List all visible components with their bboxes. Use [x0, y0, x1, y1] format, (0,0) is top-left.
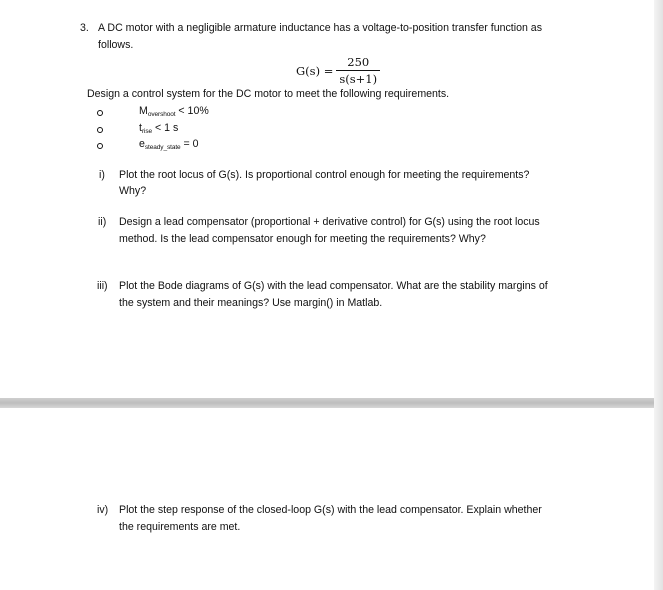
requirement-condition: < 1 s — [152, 122, 179, 134]
question-intro-line2: follows. — [98, 39, 134, 51]
part-text-line2: Why? — [119, 185, 147, 197]
question-number: 3. — [80, 22, 89, 34]
part-text-line1: Plot the step response of the closed-loop G(s) with the lead compensator. Explain whether — [119, 504, 542, 516]
part-label: iii) — [97, 280, 108, 292]
requirement-subscript: overshoot — [147, 111, 176, 118]
page-separator — [0, 398, 663, 408]
requirement-subscript: rise — [141, 128, 153, 135]
requirement-symbol: t — [139, 122, 142, 134]
requirement-subscript: steady_state — [144, 144, 181, 151]
transfer-function-denominator: s(s+1) — [339, 72, 378, 86]
document-page-2 — [0, 408, 654, 590]
transfer-function-lhs: G(s) = — [296, 64, 334, 78]
bullet-icon — [97, 110, 103, 116]
part-label: iv) — [97, 504, 109, 516]
scrollbar-gutter — [654, 0, 663, 590]
bullet-icon — [97, 143, 103, 149]
part-text-line1: Plot the root locus of G(s). Is proportional control enough for meeting the requirements? — [119, 169, 530, 181]
requirement-symbol: e — [139, 138, 145, 150]
transfer-function — [296, 53, 380, 89]
part-label: i) — [99, 169, 105, 181]
requirement-steady-state-error — [139, 137, 199, 155]
question-intro-line1: A DC motor with a negligible armature inductance has a voltage-to-position transfer function as — [98, 22, 542, 34]
part-text-line2: method. Is the lead compensator enough for meeting the requirements? Why? — [119, 233, 486, 245]
part-text-line1: Design a lead compensator (proportional + derivative control) for G(s) using the root locus — [119, 216, 540, 228]
requirement-condition: < 10% — [175, 105, 209, 117]
part-label: ii) — [98, 216, 107, 228]
transfer-function-fraction — [336, 55, 380, 87]
part-text-line2: the system and their meanings? Use margin() in Matlab. — [119, 297, 383, 309]
part-text-line2: the requirements are met. — [119, 521, 241, 533]
transfer-function-numerator: 250 — [347, 55, 370, 69]
requirement-symbol: M — [139, 105, 148, 117]
design-prompt: Design a control system for the DC motor to meet the following requirements. — [87, 88, 450, 100]
part-text-line1: Plot the Bode diagrams of G(s) with the lead compensator. What are the stability margins of — [119, 280, 548, 292]
bullet-icon — [97, 127, 103, 133]
requirement-overshoot — [139, 104, 209, 122]
requirement-condition: = 0 — [180, 138, 199, 150]
